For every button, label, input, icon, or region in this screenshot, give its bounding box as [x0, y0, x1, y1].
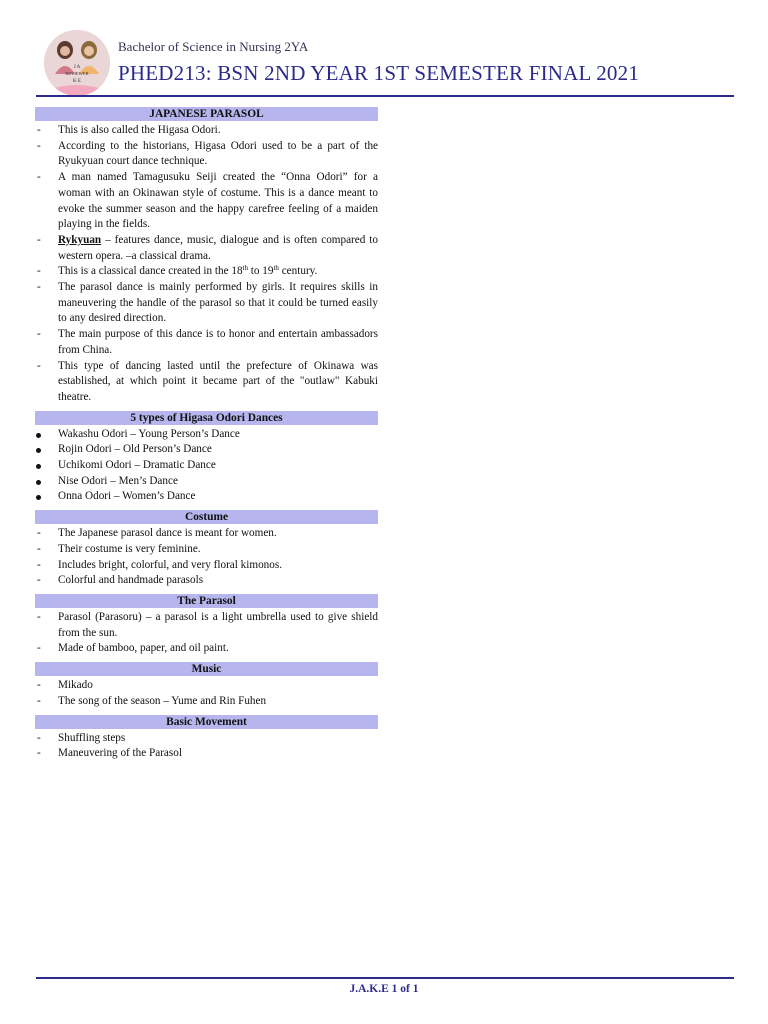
list-item: - Maneuvering of the Parasol [35, 746, 378, 762]
parasol-list [35, 123, 378, 406]
list-item: - Shuffling steps [35, 731, 378, 747]
list-item: - Parasol (Parasoru) – a parasol is a light umbrella used to give shield from the sun. [35, 610, 378, 641]
section-music [35, 662, 378, 709]
list-item [35, 264, 378, 280]
section-japanese-parasol [35, 107, 378, 406]
page-footer: J.A.K.E 1 of 1 [349, 983, 419, 995]
section-heading: Music [35, 662, 378, 676]
ordinal-suffix: th [242, 264, 248, 273]
list-item: - The Japanese parasol dance is meant for women. [35, 526, 378, 542]
list-item: Onna Odori – Women’s Dance [35, 489, 378, 505]
century-end: century. [281, 265, 318, 278]
logo-text-top: J A [73, 65, 81, 70]
document-title: PHED213: BSN 2ND YEAR 1ST SEMESTER FINAL 2021 [118, 61, 640, 85]
section-heading: Costume [35, 510, 378, 524]
ordinal-suffix: th [273, 264, 279, 273]
list-item: - Includes bright, colorful, and very floral kimonos. [35, 558, 378, 574]
movement-list [35, 731, 378, 762]
section-the-parasol [35, 594, 378, 657]
music-list [35, 678, 378, 709]
logo-graphic [44, 30, 110, 96]
list-item: - Made of bamboo, paper, and oil paint. [35, 641, 378, 657]
section-heading: The Parasol [35, 594, 378, 608]
century-to-word: to [250, 265, 260, 278]
list-item: - According to the historians, Higasa Odori used to be a part of the Ryukyuan court dance technique. [35, 139, 378, 170]
section-costume [35, 510, 378, 589]
list-item: - Mikado [35, 678, 378, 694]
list-item: - The parasol dance is mainly performed by girls. It requires skills in maneuvering the handle of the parasol so that it could be turned easily to any desired direction. [35, 280, 378, 327]
list-item: - This is also called the Higasa Odori. [35, 123, 378, 139]
notes-column [35, 107, 378, 767]
rykyuan-term: Rykyuan [58, 233, 102, 246]
costume-list [35, 526, 378, 589]
footer-divider [36, 977, 734, 979]
section-heading: JAPANESE PARASOL [35, 107, 378, 121]
century-from: 18 [231, 265, 243, 278]
century-text: This is a classical dance created in the [58, 265, 229, 278]
logo-text-middle: REVIEWER [65, 71, 89, 76]
list-item: - The song of the season – Yume and Rin Fuhen [35, 694, 378, 710]
list-item: Uchikomi Odori – Dramatic Dance [35, 458, 378, 474]
list-item: Nise Odori – Men’s Dance [35, 474, 378, 490]
rykyuan-description: – features dance, music, dialogue and is often compared to western opera. –a classical drama. [58, 233, 378, 262]
list-item: Wakashu Odori – Young Person’s Dance [35, 427, 378, 443]
page-header [0, 0, 768, 100]
list-item [35, 233, 378, 264]
course-subtitle: Bachelor of Science in Nursing 2YA [118, 39, 309, 54]
dance-types-list [35, 427, 378, 506]
reviewer-logo [44, 30, 110, 96]
list-item: - Their costume is very feminine. [35, 542, 378, 558]
list-item: Rojin Odori – Old Person’s Dance [35, 442, 378, 458]
the-parasol-list [35, 610, 378, 657]
section-dance-types [35, 411, 378, 506]
section-basic-movement [35, 715, 378, 762]
list-item: - A man named Tamagusuku Seiji created the “Onna Odori” for a woman with an Okinawan style of costume. This is a dance meant to evoke the summer season and the happy carefree feeling of a maiden playing in the fields. [35, 170, 378, 233]
section-heading: Basic Movement [35, 715, 378, 729]
list-item: - This type of dancing lasted until the prefecture of Okinawa was established, at which point it became part of the "outlaw" Kabuki theatre. [35, 359, 378, 406]
logo-text-bottom: K E [73, 79, 81, 84]
header-divider [36, 95, 734, 97]
list-item: - The main purpose of this dance is to honor and entertain ambassadors from China. [35, 327, 378, 358]
list-item: - Colorful and handmade parasols [35, 573, 378, 589]
section-heading: 5 types of Higasa Odori Dances [35, 411, 378, 425]
century-to: 19 [262, 265, 274, 278]
